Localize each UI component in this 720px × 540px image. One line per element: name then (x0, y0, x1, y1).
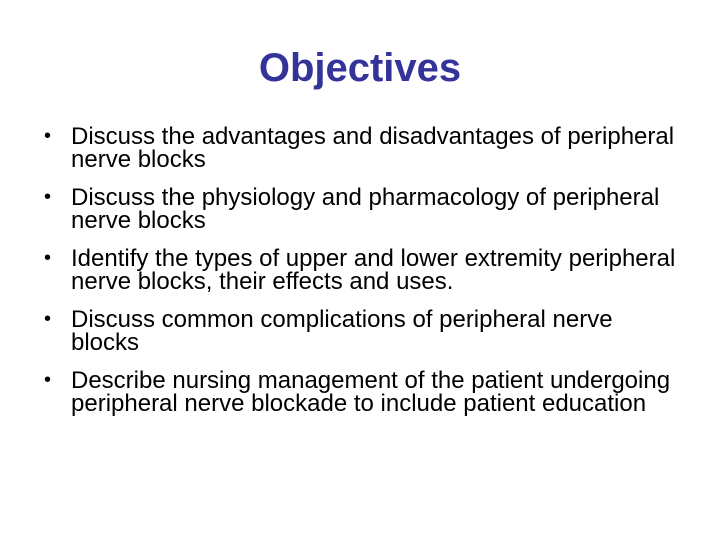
slide-title: Objectives (258, 46, 462, 90)
list-item-text: Discuss common complications of peripheral nerve blocks (71, 306, 613, 356)
list-item (44, 247, 684, 293)
bullet-icon: • (44, 247, 52, 269)
list-item-text: Discuss the advantages and disadvantages of peripheral nerve blocks (71, 123, 675, 173)
bullet-icon: • (44, 308, 52, 330)
list-item (44, 125, 684, 171)
bullet-icon: • (44, 186, 52, 208)
bullet-icon: • (44, 369, 52, 391)
bullet-icon: • (44, 125, 52, 147)
list-item-text: Identify the types of upper and lower extremity peripheral nerve blocks, their effects and uses. (71, 245, 676, 295)
list-item (44, 186, 684, 232)
list-item (44, 308, 684, 354)
list-item-text: Describe nursing management of the patient undergoing peripheral nerve blockade to include patient education (71, 367, 671, 417)
list-item-text: Discuss the physiology and pharmacology of peripheral nerve blocks (71, 184, 660, 234)
list-item (44, 369, 684, 415)
objectives-list (44, 125, 684, 430)
